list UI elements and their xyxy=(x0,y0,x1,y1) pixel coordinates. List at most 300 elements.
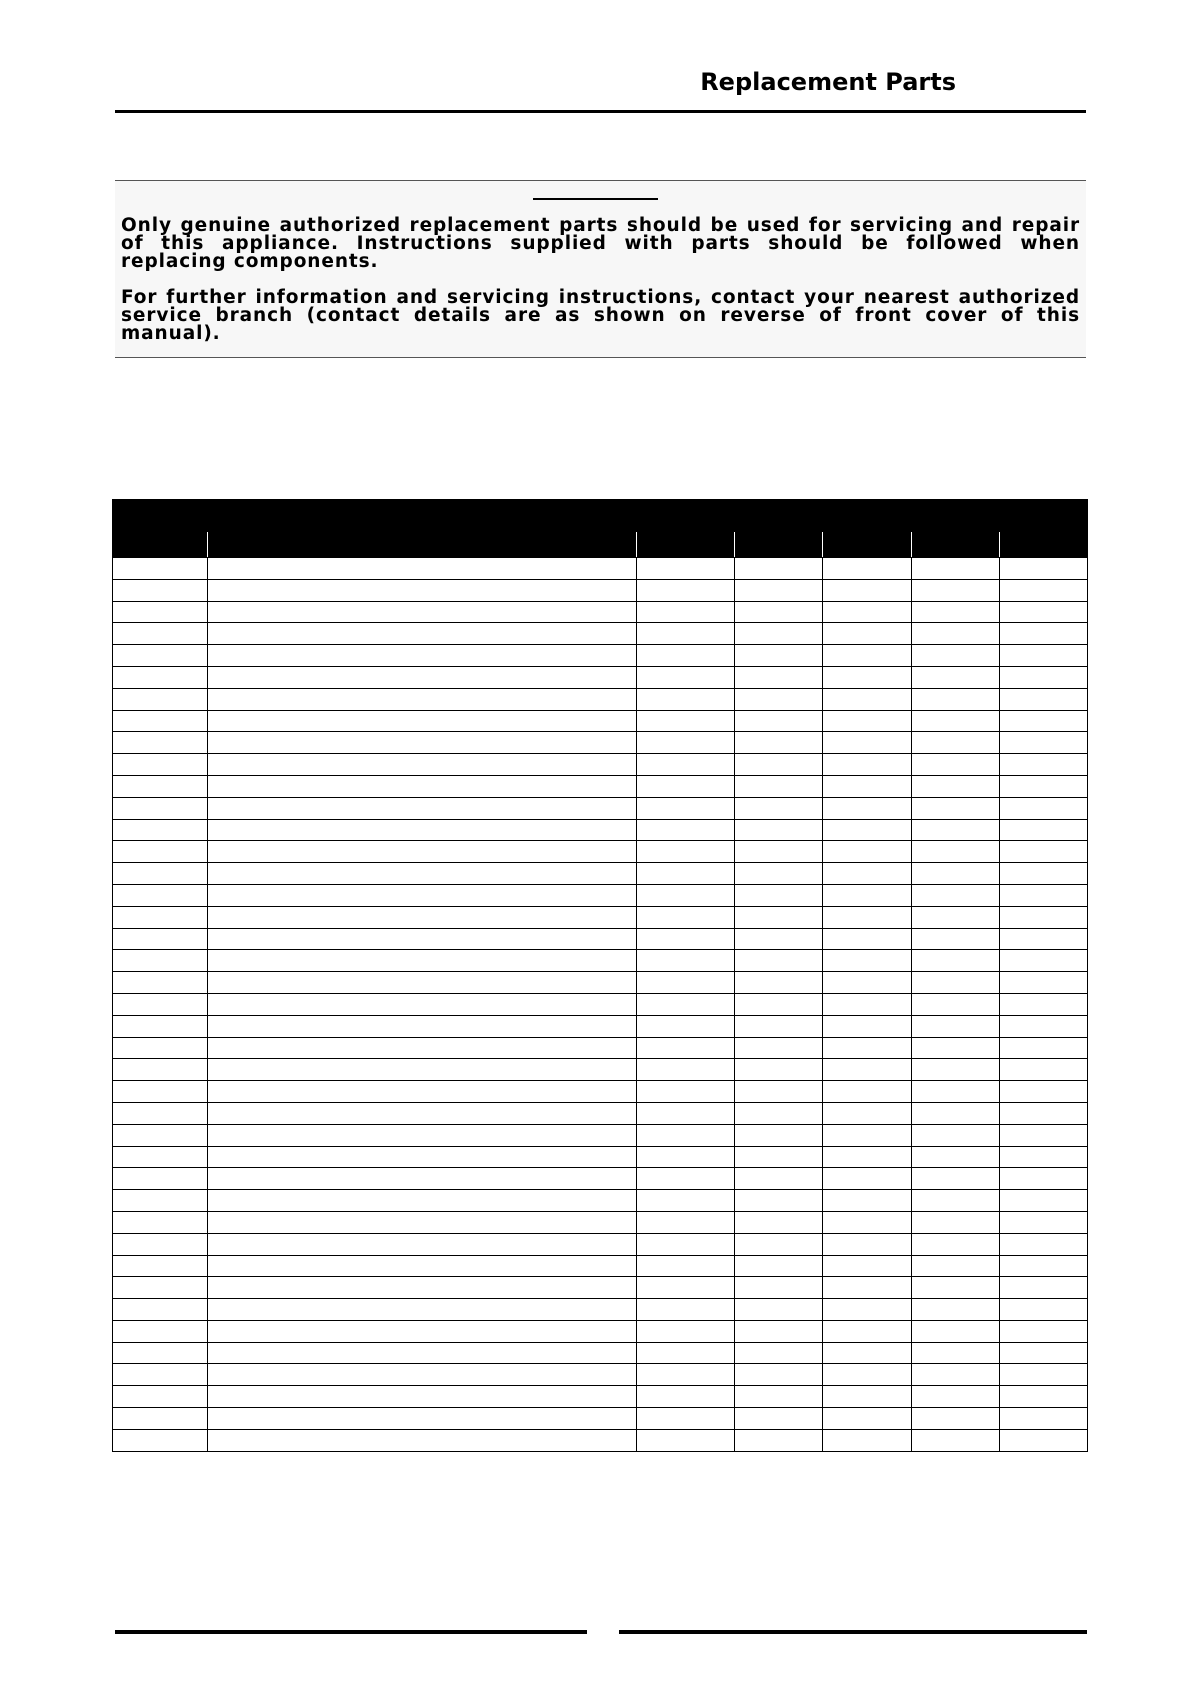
table-cell xyxy=(823,1168,912,1190)
table-cell xyxy=(1000,1190,1088,1212)
table-cell xyxy=(735,688,823,710)
table-cell xyxy=(637,1386,735,1408)
table-cell xyxy=(1000,688,1088,710)
column-header xyxy=(637,532,735,558)
table-cell xyxy=(113,797,208,819)
table-cell xyxy=(823,1342,912,1364)
table-cell xyxy=(208,1059,637,1081)
table-row xyxy=(113,1037,1088,1059)
column-header xyxy=(735,532,823,558)
table-cell xyxy=(823,1059,912,1081)
table-cell xyxy=(637,928,735,950)
table-cell xyxy=(637,797,735,819)
table-cell xyxy=(208,950,637,972)
table-cell xyxy=(735,1277,823,1299)
table-cell xyxy=(637,1059,735,1081)
table-cell xyxy=(912,666,1000,688)
table-row xyxy=(113,688,1088,710)
table-cell xyxy=(912,1233,1000,1255)
table-cell xyxy=(637,623,735,645)
table-cell xyxy=(912,797,1000,819)
table-cell xyxy=(735,1124,823,1146)
table-cell xyxy=(823,1211,912,1233)
table-cell xyxy=(113,1037,208,1059)
table-cell xyxy=(823,1233,912,1255)
table-row xyxy=(113,1124,1088,1146)
table-cell xyxy=(1000,1408,1088,1430)
table-cell xyxy=(735,950,823,972)
table-cell xyxy=(735,623,823,645)
table-cell xyxy=(1000,754,1088,776)
table-cell xyxy=(1000,906,1088,928)
table-cell xyxy=(208,1429,637,1451)
table-cell xyxy=(735,1059,823,1081)
table-cell xyxy=(823,1124,912,1146)
table-cell xyxy=(113,1255,208,1277)
table-row xyxy=(113,579,1088,601)
table-cell xyxy=(912,601,1000,623)
table-row xyxy=(113,906,1088,928)
table-cell xyxy=(637,666,735,688)
table-cell xyxy=(113,884,208,906)
table-cell xyxy=(912,950,1000,972)
table-cell xyxy=(637,601,735,623)
table-cell xyxy=(912,1037,1000,1059)
table-cell xyxy=(208,710,637,732)
table-cell xyxy=(208,884,637,906)
table-cell xyxy=(637,1037,735,1059)
table-cell xyxy=(1000,993,1088,1015)
table-cell xyxy=(208,1299,637,1321)
table-cell xyxy=(823,797,912,819)
table-cell xyxy=(637,775,735,797)
table-cell xyxy=(735,1146,823,1168)
table-cell xyxy=(912,710,1000,732)
table-cell xyxy=(823,732,912,754)
table-cell xyxy=(208,1168,637,1190)
table-cell xyxy=(735,1190,823,1212)
table-cell xyxy=(912,1211,1000,1233)
table-row xyxy=(113,884,1088,906)
table-cell xyxy=(1000,1255,1088,1277)
table-cell xyxy=(735,1081,823,1103)
table-cell xyxy=(735,666,823,688)
table-cell xyxy=(912,993,1000,1015)
table-cell xyxy=(912,1146,1000,1168)
table-cell xyxy=(208,1320,637,1342)
table-cell xyxy=(1000,1059,1088,1081)
table-cell xyxy=(637,645,735,667)
footer-rule-left xyxy=(115,1630,587,1634)
table-cell xyxy=(637,884,735,906)
table-cell xyxy=(1000,1146,1088,1168)
table-cell xyxy=(113,1408,208,1430)
table-cell xyxy=(735,928,823,950)
table-cell xyxy=(208,666,637,688)
table-cell xyxy=(823,841,912,863)
table-cell xyxy=(637,754,735,776)
table-cell xyxy=(637,1233,735,1255)
table-cell xyxy=(637,906,735,928)
table-cell xyxy=(113,666,208,688)
table-cell xyxy=(912,1320,1000,1342)
column-header xyxy=(208,532,637,558)
table-cell xyxy=(823,950,912,972)
table-cell xyxy=(208,1386,637,1408)
table-cell xyxy=(637,1408,735,1430)
table-cell xyxy=(1000,1342,1088,1364)
table-cell xyxy=(912,1190,1000,1212)
table-cell xyxy=(637,710,735,732)
table-cell xyxy=(208,1190,637,1212)
table-cell xyxy=(1000,1364,1088,1386)
table-cell xyxy=(912,775,1000,797)
table-cell xyxy=(912,1124,1000,1146)
table-cell xyxy=(208,1102,637,1124)
table-cell xyxy=(113,1299,208,1321)
table-cell xyxy=(637,1081,735,1103)
table-row xyxy=(113,819,1088,841)
table-cell xyxy=(113,819,208,841)
table-cell xyxy=(637,1342,735,1364)
table-cell xyxy=(113,601,208,623)
table-cell xyxy=(1000,819,1088,841)
table-cell xyxy=(113,579,208,601)
table-cell xyxy=(823,1320,912,1342)
table-cell xyxy=(113,1102,208,1124)
table-cell xyxy=(113,841,208,863)
table-cell xyxy=(1000,1429,1088,1451)
table-cell xyxy=(637,863,735,885)
table-row xyxy=(113,1102,1088,1124)
table-cell xyxy=(912,579,1000,601)
table-cell xyxy=(113,950,208,972)
table-cell xyxy=(113,688,208,710)
column-header xyxy=(912,532,1000,558)
table-cell xyxy=(823,1037,912,1059)
table-cell xyxy=(823,1102,912,1124)
table-cell xyxy=(1000,775,1088,797)
table-cell xyxy=(735,1102,823,1124)
table-cell xyxy=(823,754,912,776)
parts-table-body xyxy=(113,558,1088,1452)
table-cell xyxy=(208,579,637,601)
table-cell xyxy=(823,906,912,928)
table-cell xyxy=(113,1386,208,1408)
table-row xyxy=(113,1081,1088,1103)
table-cell xyxy=(1000,1037,1088,1059)
table-cell xyxy=(113,1146,208,1168)
table-cell xyxy=(823,819,912,841)
table-cell xyxy=(823,972,912,994)
table-cell xyxy=(823,884,912,906)
table-cell xyxy=(735,1255,823,1277)
table-cell xyxy=(1000,1299,1088,1321)
table-cell xyxy=(912,972,1000,994)
table-row xyxy=(113,950,1088,972)
table-cell xyxy=(208,732,637,754)
table-cell xyxy=(113,623,208,645)
table-cell xyxy=(912,1102,1000,1124)
table-cell xyxy=(823,928,912,950)
table-cell xyxy=(208,558,637,580)
table-cell xyxy=(637,972,735,994)
table-cell xyxy=(912,1429,1000,1451)
table-cell xyxy=(208,993,637,1015)
table-cell xyxy=(208,775,637,797)
notice-paragraph-service: For further information and servicing instructions, contact your nearest authorized service branch (contact details are as shown on reverse of front cover of this manual). xyxy=(121,287,1080,344)
table-cell xyxy=(208,1124,637,1146)
table-cell xyxy=(637,950,735,972)
table-cell xyxy=(735,906,823,928)
table-cell xyxy=(113,972,208,994)
table-cell xyxy=(113,906,208,928)
table-cell xyxy=(208,601,637,623)
header-rule xyxy=(115,110,1086,113)
table-cell xyxy=(113,1429,208,1451)
table-cell xyxy=(637,993,735,1015)
table-cell xyxy=(208,1081,637,1103)
table-cell xyxy=(823,1429,912,1451)
table-cell xyxy=(735,601,823,623)
table-cell xyxy=(735,754,823,776)
table-cell xyxy=(735,1233,823,1255)
table-cell xyxy=(208,645,637,667)
table-cell xyxy=(823,1364,912,1386)
table-row xyxy=(113,1429,1088,1451)
table-cell xyxy=(1000,1320,1088,1342)
table-cell xyxy=(208,1146,637,1168)
table-cell xyxy=(735,863,823,885)
table-cell xyxy=(912,1364,1000,1386)
table-cell xyxy=(208,1342,637,1364)
table-cell xyxy=(1000,1124,1088,1146)
table-row xyxy=(113,993,1088,1015)
page-title: Replacement Parts xyxy=(700,68,956,96)
table-cell xyxy=(823,1386,912,1408)
table-cell xyxy=(113,775,208,797)
notice-paragraph-parts: Only genuine authorized replacement parts should be used for servicing and repair of this appliance. Instructions supplied with parts should be followed when replacing components. xyxy=(121,215,1080,272)
table-row xyxy=(113,928,1088,950)
table-cell xyxy=(637,1255,735,1277)
table-cell xyxy=(113,732,208,754)
notice-box xyxy=(115,180,1086,358)
table-cell xyxy=(735,993,823,1015)
table-cell xyxy=(637,1146,735,1168)
table-cell xyxy=(113,1059,208,1081)
table-cell xyxy=(1000,797,1088,819)
table-cell xyxy=(637,732,735,754)
table-cell xyxy=(208,841,637,863)
table-cell xyxy=(208,1364,637,1386)
table-cell xyxy=(637,1320,735,1342)
table-cell xyxy=(735,1386,823,1408)
table-cell xyxy=(208,972,637,994)
table-cell xyxy=(1000,863,1088,885)
table-cell xyxy=(1000,1233,1088,1255)
table-row xyxy=(113,775,1088,797)
table-cell xyxy=(208,1255,637,1277)
table-cell xyxy=(208,928,637,950)
table-cell xyxy=(637,1168,735,1190)
table-cell xyxy=(912,819,1000,841)
notice-heading-rule xyxy=(533,198,658,200)
table-cell xyxy=(823,579,912,601)
table-cell xyxy=(823,558,912,580)
table-cell xyxy=(1000,972,1088,994)
table-cell xyxy=(735,558,823,580)
table-cell xyxy=(823,1255,912,1277)
table-cell xyxy=(912,1081,1000,1103)
table-cell xyxy=(637,558,735,580)
table-cell xyxy=(113,558,208,580)
table-cell xyxy=(735,710,823,732)
table-cell xyxy=(1000,601,1088,623)
column-header xyxy=(113,532,208,558)
table-cell xyxy=(735,775,823,797)
table-row xyxy=(113,797,1088,819)
table-cell xyxy=(637,688,735,710)
table-cell xyxy=(637,1429,735,1451)
table-cell xyxy=(637,579,735,601)
table-cell xyxy=(912,732,1000,754)
table-cell xyxy=(912,906,1000,928)
table-row xyxy=(113,1190,1088,1212)
table-cell xyxy=(823,645,912,667)
table-cell xyxy=(823,688,912,710)
parts-table-title-row xyxy=(113,500,1088,532)
table-cell xyxy=(113,928,208,950)
table-cell xyxy=(1000,1211,1088,1233)
table-cell xyxy=(912,688,1000,710)
table-cell xyxy=(1000,1168,1088,1190)
table-cell xyxy=(912,1015,1000,1037)
footer-rule-right xyxy=(619,1630,1087,1634)
table-cell xyxy=(1000,950,1088,972)
table-cell xyxy=(912,1277,1000,1299)
table-row xyxy=(113,623,1088,645)
table-row xyxy=(113,1255,1088,1277)
table-row xyxy=(113,841,1088,863)
table-cell xyxy=(823,666,912,688)
table-cell xyxy=(912,1342,1000,1364)
table-cell xyxy=(637,1277,735,1299)
table-cell xyxy=(637,841,735,863)
table-cell xyxy=(637,1102,735,1124)
table-row xyxy=(113,1277,1088,1299)
table-cell xyxy=(208,1037,637,1059)
table-cell xyxy=(208,906,637,928)
table-cell xyxy=(823,623,912,645)
table-row xyxy=(113,558,1088,580)
table-cell xyxy=(912,863,1000,885)
table-cell xyxy=(823,993,912,1015)
table-cell xyxy=(912,1408,1000,1430)
table-cell xyxy=(823,1408,912,1430)
table-cell xyxy=(1000,928,1088,950)
column-header xyxy=(823,532,912,558)
table-cell xyxy=(208,1211,637,1233)
table-row xyxy=(113,1146,1088,1168)
table-cell xyxy=(1000,841,1088,863)
table-cell xyxy=(1000,732,1088,754)
table-cell xyxy=(735,1320,823,1342)
table-cell xyxy=(208,1277,637,1299)
table-cell xyxy=(735,1015,823,1037)
table-cell xyxy=(823,1146,912,1168)
table-cell xyxy=(1000,579,1088,601)
table-cell xyxy=(113,645,208,667)
table-cell xyxy=(1000,558,1088,580)
table-cell xyxy=(113,1342,208,1364)
table-cell xyxy=(735,1168,823,1190)
table-cell xyxy=(113,1364,208,1386)
table-cell xyxy=(735,819,823,841)
table-row xyxy=(113,1364,1088,1386)
table-cell xyxy=(1000,1015,1088,1037)
table-row xyxy=(113,754,1088,776)
table-cell xyxy=(735,1211,823,1233)
table-cell xyxy=(912,1255,1000,1277)
table-cell xyxy=(637,1364,735,1386)
table-cell xyxy=(208,754,637,776)
table-cell xyxy=(912,754,1000,776)
table-cell xyxy=(823,710,912,732)
table-cell xyxy=(823,1190,912,1212)
table-cell xyxy=(912,623,1000,645)
table-row xyxy=(113,1408,1088,1430)
table-cell xyxy=(912,1059,1000,1081)
table-row xyxy=(113,1168,1088,1190)
table-cell xyxy=(1000,710,1088,732)
table-cell xyxy=(113,1015,208,1037)
table-cell xyxy=(1000,1081,1088,1103)
table-cell xyxy=(637,1015,735,1037)
table-cell xyxy=(735,579,823,601)
table-row xyxy=(113,1059,1088,1081)
parts-table-header-row xyxy=(113,532,1088,558)
table-cell xyxy=(1000,623,1088,645)
table-row xyxy=(113,972,1088,994)
table-row xyxy=(113,710,1088,732)
table-cell xyxy=(912,558,1000,580)
table-cell xyxy=(208,1233,637,1255)
table-cell xyxy=(1000,1386,1088,1408)
table-row xyxy=(113,601,1088,623)
table-cell xyxy=(823,775,912,797)
table-row xyxy=(113,1342,1088,1364)
table-cell xyxy=(912,1168,1000,1190)
table-cell xyxy=(735,972,823,994)
table-row xyxy=(113,1320,1088,1342)
table-row xyxy=(113,1299,1088,1321)
table-cell xyxy=(208,688,637,710)
table-row xyxy=(113,645,1088,667)
table-cell xyxy=(1000,884,1088,906)
table-cell xyxy=(735,884,823,906)
table-cell xyxy=(735,1408,823,1430)
table-cell xyxy=(912,928,1000,950)
table-cell xyxy=(113,993,208,1015)
table-cell xyxy=(113,1190,208,1212)
table-cell xyxy=(823,1081,912,1103)
table-cell xyxy=(823,1299,912,1321)
table-cell xyxy=(1000,1277,1088,1299)
table-cell xyxy=(113,754,208,776)
table-cell xyxy=(735,732,823,754)
table-cell xyxy=(113,1211,208,1233)
table-cell xyxy=(113,1320,208,1342)
